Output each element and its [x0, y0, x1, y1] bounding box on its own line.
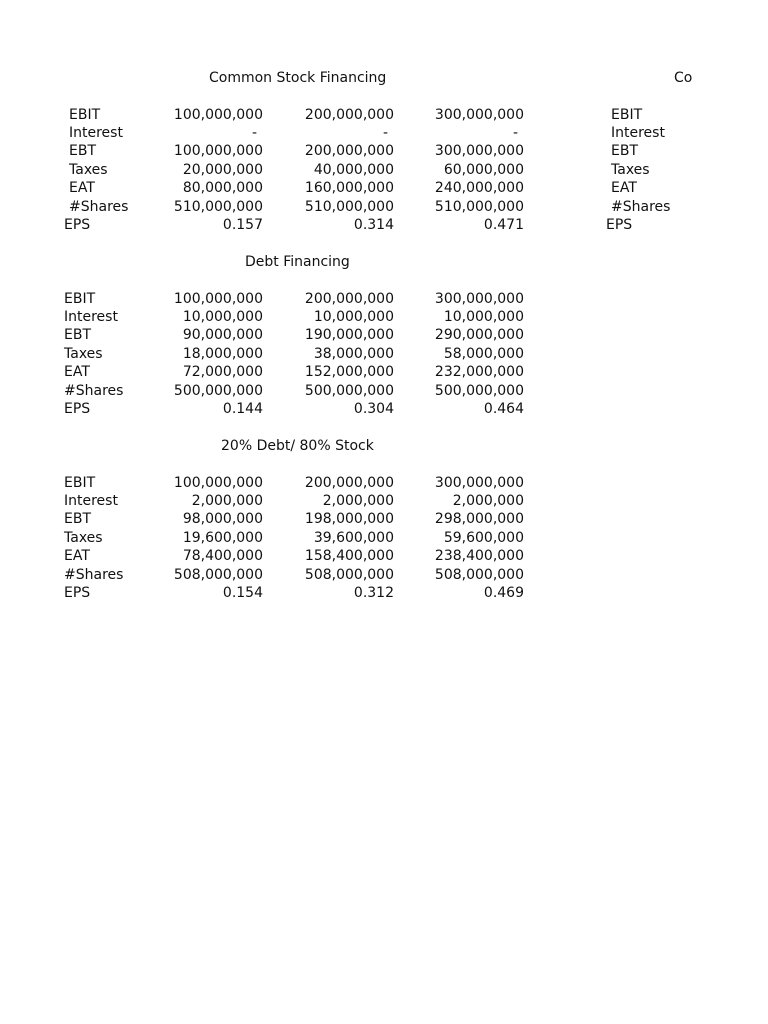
row-label: Taxes: [69, 162, 108, 178]
value-cell: 300,000,000: [434, 107, 524, 123]
value-cell: 100,000,000: [173, 291, 263, 307]
value-cell: 152,000,000: [304, 364, 394, 380]
row-label: EAT: [69, 180, 95, 196]
value-cell: 80,000,000: [182, 180, 263, 196]
value-cell: 100,000,000: [173, 143, 263, 159]
value-cell: 0.469: [483, 585, 524, 601]
table-row: [0, 510, 768, 528]
row-label: EPS: [64, 217, 91, 233]
value-cell: 98,000,000: [182, 511, 263, 527]
value-cell: -: [251, 125, 257, 141]
table-row: [0, 492, 768, 510]
row-label: EAT: [64, 364, 90, 380]
table-row: [0, 290, 768, 308]
value-cell: 160,000,000: [304, 180, 394, 196]
partial-right-table: [600, 0, 695, 260]
table-row: [0, 529, 768, 547]
row-label: EAT: [611, 180, 637, 196]
value-cell: 508,000,000: [304, 567, 394, 583]
row-label: EBT: [69, 143, 97, 159]
value-cell: 200,000,000: [304, 475, 394, 491]
table-row: [0, 363, 768, 381]
table-row: [0, 308, 768, 326]
table-row: [0, 547, 768, 565]
value-cell: 510,000,000: [173, 199, 263, 215]
section-title-debt-financing: Debt Financing: [245, 254, 350, 270]
partial-section-title: Co: [674, 70, 693, 86]
value-cell: 510,000,000: [434, 199, 524, 215]
table-row: [0, 584, 768, 602]
value-cell: 238,400,000: [434, 548, 524, 564]
value-cell: 0.471: [483, 217, 524, 233]
row-label: #Shares: [64, 567, 124, 583]
table-row: [0, 400, 768, 418]
section-title-mixed-financing: 20% Debt/ 80% Stock: [221, 438, 374, 454]
value-cell: 200,000,000: [304, 143, 394, 159]
value-cell: 0.304: [353, 401, 394, 417]
value-cell: 508,000,000: [434, 567, 524, 583]
value-cell: 0.312: [353, 585, 394, 601]
value-cell: 40,000,000: [313, 162, 394, 178]
value-cell: 19,600,000: [182, 530, 263, 546]
value-cell: 200,000,000: [304, 291, 394, 307]
value-cell: 232,000,000: [434, 364, 524, 380]
value-cell: 198,000,000: [304, 511, 394, 527]
value-cell: 18,000,000: [182, 346, 263, 362]
value-cell: 0.157: [222, 217, 263, 233]
table-row: [0, 345, 768, 363]
value-cell: 2,000,000: [322, 493, 394, 509]
row-label: EBT: [64, 327, 92, 343]
row-label: Taxes: [611, 162, 650, 178]
row-label: EAT: [64, 548, 90, 564]
value-cell: 60,000,000: [443, 162, 524, 178]
value-cell: 10,000,000: [443, 309, 524, 325]
row-label: #Shares: [611, 199, 671, 215]
value-cell: 20,000,000: [182, 162, 263, 178]
value-cell: 39,600,000: [313, 530, 394, 546]
value-cell: 298,000,000: [434, 511, 524, 527]
value-cell: 300,000,000: [434, 475, 524, 491]
value-cell: 500,000,000: [173, 383, 263, 399]
row-label: Interest: [69, 125, 123, 141]
table-row: [0, 474, 768, 492]
row-label: Taxes: [64, 530, 103, 546]
value-cell: 10,000,000: [182, 309, 263, 325]
value-cell: 38,000,000: [313, 346, 394, 362]
value-cell: 0.154: [222, 585, 263, 601]
value-cell: 300,000,000: [434, 291, 524, 307]
value-cell: 240,000,000: [434, 180, 524, 196]
row-label: EPS: [64, 401, 91, 417]
value-cell: 500,000,000: [304, 383, 394, 399]
value-cell: 290,000,000: [434, 327, 524, 343]
value-cell: 200,000,000: [304, 107, 394, 123]
value-cell: 58,000,000: [443, 346, 524, 362]
value-cell: 78,400,000: [182, 548, 263, 564]
table-row: [0, 326, 768, 344]
value-cell: 72,000,000: [182, 364, 263, 380]
value-cell: 0.314: [353, 217, 394, 233]
row-label: #Shares: [69, 199, 129, 215]
row-label: EPS: [606, 217, 633, 233]
row-label: EBIT: [64, 291, 96, 307]
table-row: [0, 382, 768, 400]
value-cell: 2,000,000: [191, 493, 263, 509]
value-cell: 190,000,000: [304, 327, 394, 343]
value-cell: 500,000,000: [434, 383, 524, 399]
value-cell: -: [512, 125, 518, 141]
row-label: EBIT: [69, 107, 101, 123]
value-cell: -: [382, 125, 388, 141]
row-label: Interest: [611, 125, 665, 141]
row-label: Interest: [64, 493, 118, 509]
row-label: EPS: [64, 585, 91, 601]
value-cell: 59,600,000: [443, 530, 524, 546]
row-label: #Shares: [64, 383, 124, 399]
value-cell: 510,000,000: [304, 199, 394, 215]
value-cell: 0.464: [483, 401, 524, 417]
value-cell: 2,000,000: [452, 493, 524, 509]
value-cell: 100,000,000: [173, 107, 263, 123]
value-cell: 10,000,000: [313, 309, 394, 325]
row-label: Interest: [64, 309, 118, 325]
value-cell: 158,400,000: [304, 548, 394, 564]
row-label: EBIT: [64, 475, 96, 491]
value-cell: 90,000,000: [182, 327, 263, 343]
value-cell: 0.144: [222, 401, 263, 417]
value-cell: 100,000,000: [173, 475, 263, 491]
row-label: Taxes: [64, 346, 103, 362]
value-cell: 300,000,000: [434, 143, 524, 159]
section-title-common-stock: Common Stock Financing: [209, 70, 387, 86]
row-label: EBT: [64, 511, 92, 527]
row-label: EBT: [611, 143, 639, 159]
row-label: EBIT: [611, 107, 643, 123]
table-row: [0, 566, 768, 584]
value-cell: 508,000,000: [173, 567, 263, 583]
